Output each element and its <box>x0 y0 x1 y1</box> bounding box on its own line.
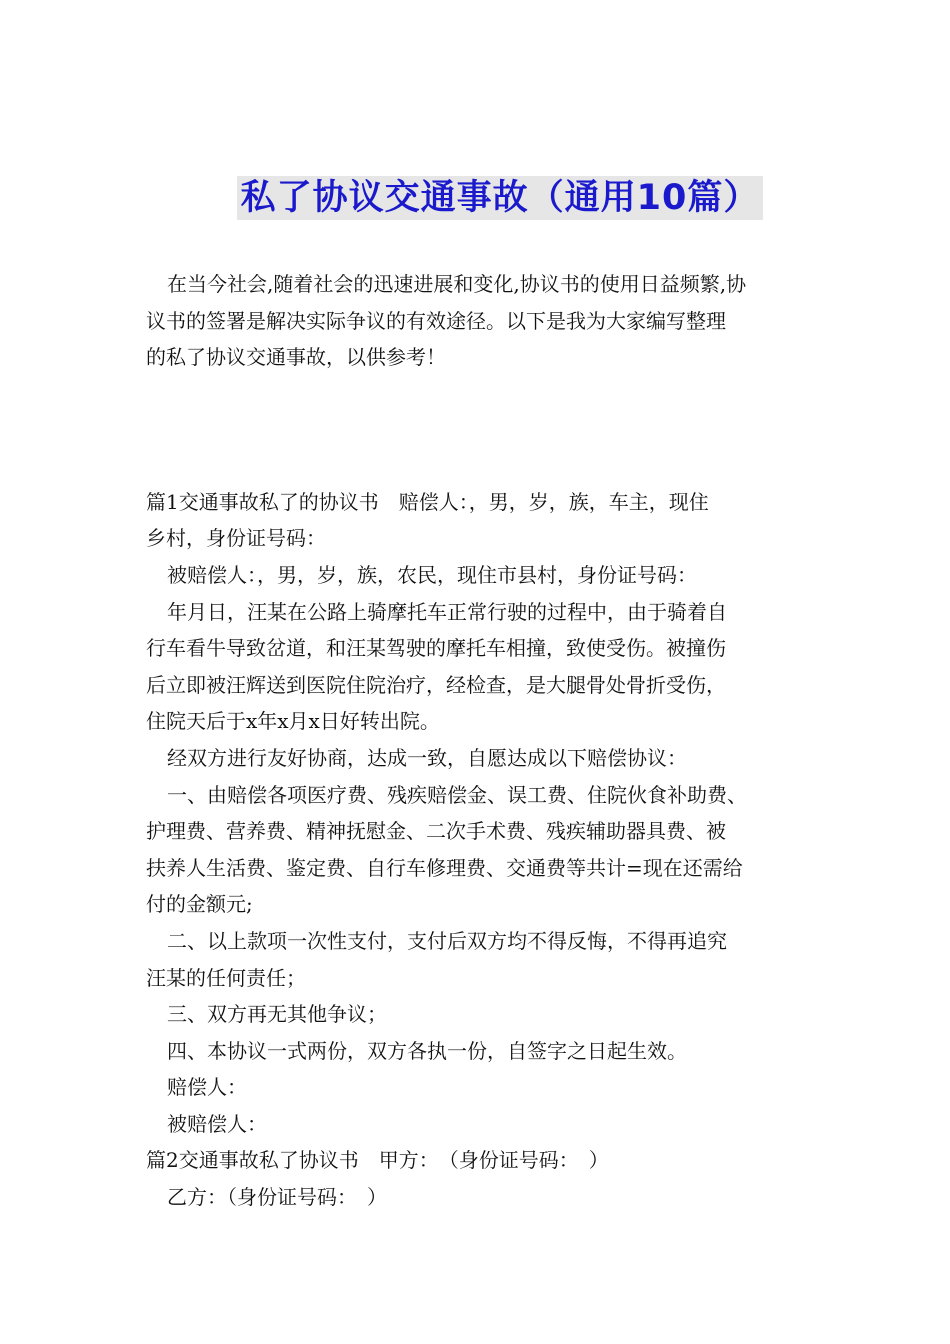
body-line: 四、本协议一式两份，双方各执一份，自签字之日起生效。 <box>167 1038 687 1063</box>
body-line: 乙方：（身份证号码： ） <box>167 1185 387 1210</box>
intro-line: 的私了协议交通事故，以供参考！ <box>146 345 446 370</box>
section-heading-line: 篇2交通事故私了协议书 甲方： （身份证号码： ） <box>146 1148 609 1173</box>
body-line: 扶养人生活费、鉴定费、自行车修理费、交通费等共计=现在还需给 <box>146 855 743 880</box>
body-line: 付的金额元; <box>146 892 253 917</box>
body-line: 被赔偿人：，男，岁，族，农民，现住市县村，身份证号码： <box>167 562 697 587</box>
body-line: 后立即被汪辉送到医院住院治疗，经检查，是大腿骨处骨折受伤， <box>146 672 726 697</box>
title-container <box>0 176 950 220</box>
section-heading-line: 篇1交通事故私了的协议书 赔偿人：，男，岁，族，车主，现住 <box>146 489 709 514</box>
body-line: 二、以上款项一次性支付，支付后双方均不得反悔，不得再追究 <box>167 928 727 953</box>
signature-line-payer: 赔偿人： <box>167 1075 247 1100</box>
body-line: 乡村，身份证号码： <box>146 526 326 551</box>
signature-line-payee: 被赔偿人： <box>167 1111 267 1136</box>
body-line: 护理费、营养费、精神抚慰金、二次手术费、残疾辅助器具费、被 <box>146 819 726 844</box>
intro-line: 议书的签署是解决实际争议的有效途径。以下是我为大家编写整理 <box>146 308 726 333</box>
body-line: 三、双方再无其他争议； <box>167 1002 387 1027</box>
body-line: 年月日，汪某在公路上骑摩托车正常行驶的过程中，由于骑着自 <box>167 599 727 624</box>
body-line: 经双方进行友好协商，达成一致，自愿达成以下赔偿协议： <box>167 745 687 770</box>
document-title: 私了协议交通事故（通用10篇） <box>237 176 764 220</box>
body-line: 住院天后于x年x月x日好转出院。 <box>146 709 440 734</box>
body-line: 一、由赔偿各项医疗费、残疾赔偿金、误工费、住院伙食补助费、 <box>167 782 747 807</box>
body-line: 汪某的任何责任； <box>146 965 306 990</box>
intro-line: 在当今社会,随着社会的迅速进展和变化,协议书的使用日益频繁,协 <box>167 272 747 296</box>
body-line: 行车看牛导致岔道，和汪某驾驶的摩托车相撞，致使受伤。被撞伤 <box>146 636 726 661</box>
document-body <box>146 266 810 1216</box>
